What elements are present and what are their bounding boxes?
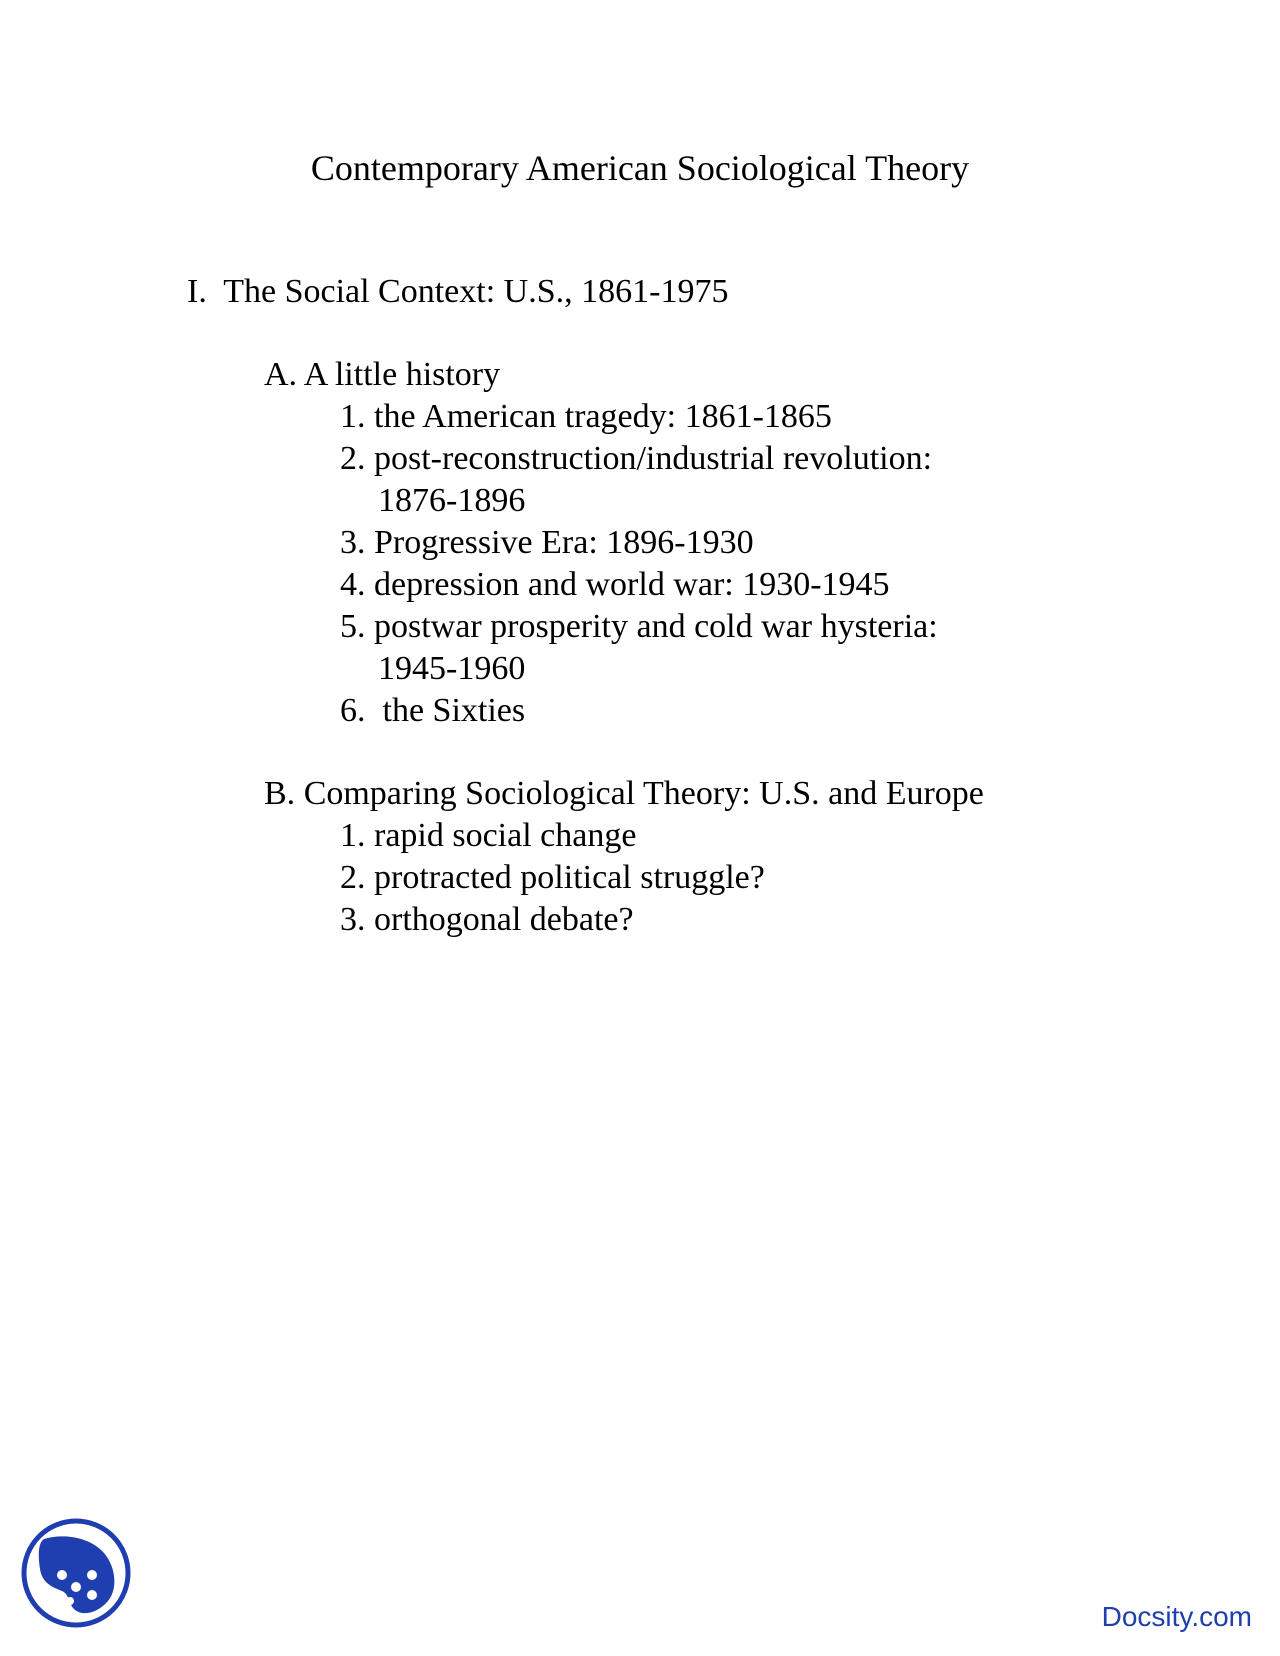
docsity-watermark-link[interactable]: Docsity.com	[1101, 1601, 1252, 1632]
list-item	[340, 691, 525, 731]
list-item-marker: 4.	[340, 566, 366, 603]
subsection-a-heading-text: A little history	[303, 356, 501, 393]
subsection-a-marker: A.	[264, 356, 298, 393]
docsity-logo-icon[interactable]	[20, 1517, 132, 1629]
docsity-logo-svg	[20, 1517, 132, 1629]
list-item-text: depression and world war: 1930-1945	[374, 566, 890, 603]
document-title: Contemporary American Sociological Theory	[310, 148, 970, 188]
list-item	[340, 523, 754, 563]
list-item-marker: 6.	[340, 692, 366, 729]
list-item	[340, 900, 634, 940]
list-item-continuation: 1876-1896	[378, 482, 526, 519]
list-item-marker: 5.	[340, 608, 366, 645]
list-item-marker: 3.	[340, 901, 366, 938]
list-item-text: protracted political struggle?	[374, 859, 765, 896]
subsection-a-heading	[264, 355, 500, 395]
section-heading	[187, 272, 728, 312]
list-item-text: orthogonal debate?	[374, 901, 634, 938]
list-item-text: rapid social change	[374, 817, 637, 854]
list-item-text: the American tragedy: 1861-1865	[374, 398, 832, 435]
list-item-text: the Sixties	[374, 692, 526, 729]
subsection-b-heading-text: Comparing Sociological Theory: U.S. and Europe	[303, 775, 984, 812]
list-item-marker: 1.	[340, 398, 366, 435]
subsection-b-heading	[264, 774, 984, 814]
subsection-b-marker: B.	[264, 775, 296, 812]
list-item	[340, 607, 938, 647]
list-item-marker: 2.	[340, 440, 366, 477]
list-item	[340, 858, 765, 898]
list-item	[340, 565, 890, 605]
section-marker: I.	[187, 273, 207, 310]
list-item-marker: 3.	[340, 524, 366, 561]
section-heading-text: The Social Context: U.S., 1861-1975	[223, 273, 729, 310]
list-item-text: Progressive Era: 1896-1930	[374, 524, 754, 561]
list-item-continuation: 1945-1960	[378, 650, 526, 687]
list-item	[340, 397, 832, 437]
list-item-marker: 1.	[340, 817, 366, 854]
list-item	[340, 439, 932, 479]
list-item-marker: 2.	[340, 859, 366, 896]
list-item-text: post-reconstruction/industrial revolution:	[374, 440, 933, 477]
list-item-text: postwar prosperity and cold war hysteria:	[374, 608, 938, 645]
list-item	[340, 816, 636, 856]
